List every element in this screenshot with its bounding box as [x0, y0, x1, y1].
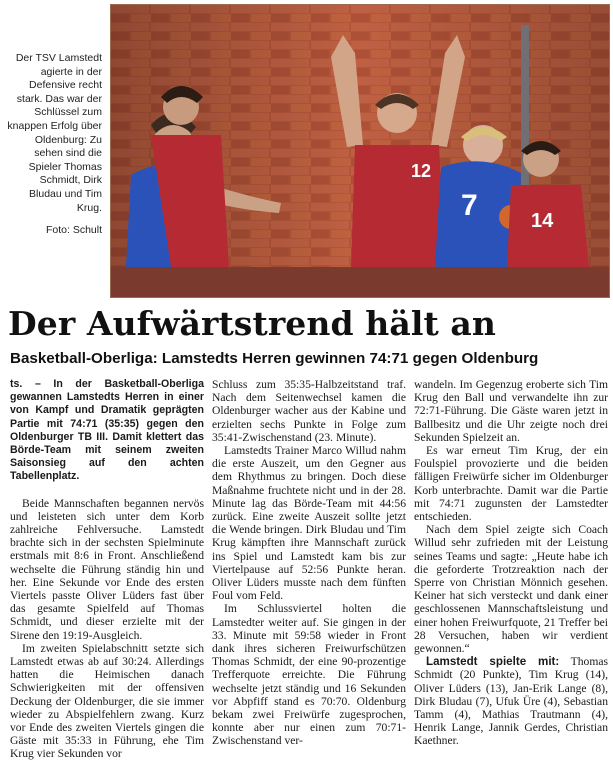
article-column-3 [414, 378, 608, 748]
paragraph: Lamstedts Trainer Marco Willud nahm die erste Auszeit, um den Gegner aus dem Rhythmus zu bringen. Doch diese Maßnahme fruchtete nicht und in der 28. Minute lag das Börde-Team mit 44:56 zurück. Eine zweite Auszeit sollte jetzt die Wende bringen. Dirk Bludau und Tim Krug kämpften ihre Mannschaft zurück ins Spiel und Lamstedt kam bis zur Viertelpause auf 52:56 Punkte heran. Oliver Lüders musste nach dem fünften Foul vom Feld. [212, 444, 406, 603]
paragraph: Es war erneut Tim Krug, der ein Foulspiel provozierte und die beiden fälligen Freiwürfe sicher im Oldenburger Korb unterbrachte. Damit war die Partie mit 74:71 zugunsten der Lamstedter entschieden. [414, 444, 608, 524]
roster [414, 655, 608, 747]
paragraph: Im Schlussviertel holten die Lamstedter weiter auf. Sie gingen in der 33. Minute mit 59:58 wieder in Front dank ihres sicheren Freiwurfschützen Thomas Schmidt, der eine 90-prozentige Trefferquote erreichte. Die Führung wechselte jetzt ständig und 16 Sekunden vor Abpfiff stand es 70:70. Oldenburg bekam zwei Freiwürfe zugesprochen, konnte aber nur einen zum 70:71-Zwischenstand ver- [212, 602, 406, 748]
jersey-number: 14 [531, 210, 554, 232]
paragraph: Nach dem Spiel zeigte sich Coach Willud sehr zufrieden mit der Leistung seines Teams und sagte: „Heute habe ich die geforderte Trotzreaktion nach der Sperre von Christian Mönnich gesehen. Keiner hat sich versteckt und dank einer geschlossenen Mannschaftsleistung und einer hohen Freiwurfquote, 21 Treffer bei 28 Versuchen, haben wir verdient gewonnen.“ [414, 523, 608, 656]
paragraph: Im zweiten Spielabschnitt setzte sich Lamstedt etwas ab auf 30:24. Allerdings hatten die Heimischen danach Schwierigkeiten mit der offensiven Deckung der Oldenburger, die sie immer wieder zu Abspielfehlern zwang. Kurz vor Ende des zweiten Viertels gingen die Gäste mit 35:33 in Führung, ehe Tim Krug vier Sekunden vor [10, 641, 204, 761]
basketball-photo [110, 4, 610, 298]
photo-caption [4, 52, 102, 238]
roster-text: Thomas Schmidt (20 Punkte), Tim Krug (14), Oliver Lüders (13), Jan-Erik Lange (8), Dirk Bludau (7), Ufuk Üre (4), Sebastian Tamm (4), Mathias Trautmann (4), Henrik Lange, Jannik Gerdes, Christian Kaethner. [414, 655, 608, 748]
article-column-2 [212, 378, 406, 748]
roster-label: Lamstedt spielte mit: [426, 655, 560, 669]
paragraph: Schluss zum 35:35-Halbzeitstand traf. Nach dem Seitenwechsel kamen die Oldenburger wacher aus der Kabine und erzielten sechs Punkte in Folge zum 35:41-Zwischenstand (23. Minute). [212, 378, 406, 444]
article-lead: ts. – In der Basketball-Oberliga gewannen Lamstedts Herren in einer von Kampf und Dramatik geprägten Partie mit 74:71 (35:35) gegen den Oldenburger TB III. Damit klettert das Börde-Team mit seinem zweiten Saisonsieg auf den achten Tabellenplatz. [10, 378, 204, 483]
photo-credit: Foto: Schult [45, 224, 102, 237]
article-headline: Der Aufwärtstrend hält an [8, 304, 496, 343]
article-subhead: Basketball-Oberliga: Lamstedts Herren gewinnen 74:71 gegen Oldenburg [10, 350, 539, 367]
caption-text: Der TSV Lamstedt agierte in der Defensive recht stark. Das war der Schlüssel zum knappen Erfolg über Oldenburg: Zu sehen sind die Spieler Thomas Schmidt, Dirk Bludau und Tim Krug. [7, 52, 102, 214]
paragraph: Beide Mannschaften begannen nervös und leisteten sich unter dem Korb zahlreiche Fehlversuche. Lamstedt brachte sich in der sechsten Spielminute erstmals mit 8:6 in Front. Anschließend wechselte die Führung ständig hin und her. Eine Sekunde vor Ende des ersten Viertels passte Oliver Lüders fast über das gesamte Spielfeld auf Thomas Schmidt, und dieser erzielte mit der Sirene den 19:19-Ausgleich. [10, 496, 204, 642]
jersey-number: 12 [411, 161, 432, 181]
jersey-number: 7 [461, 189, 478, 222]
article-column-1 [10, 378, 204, 761]
paragraph: wandeln. Im Gegenzug eroberte sich Tim Krug den Ball und verwandelte ihn zur 72:71-Führung. Die Gäste waren jetzt in Ballbesitz und die Uhr zeigte noch drei Sekunden Spielzeit an. [414, 378, 608, 444]
